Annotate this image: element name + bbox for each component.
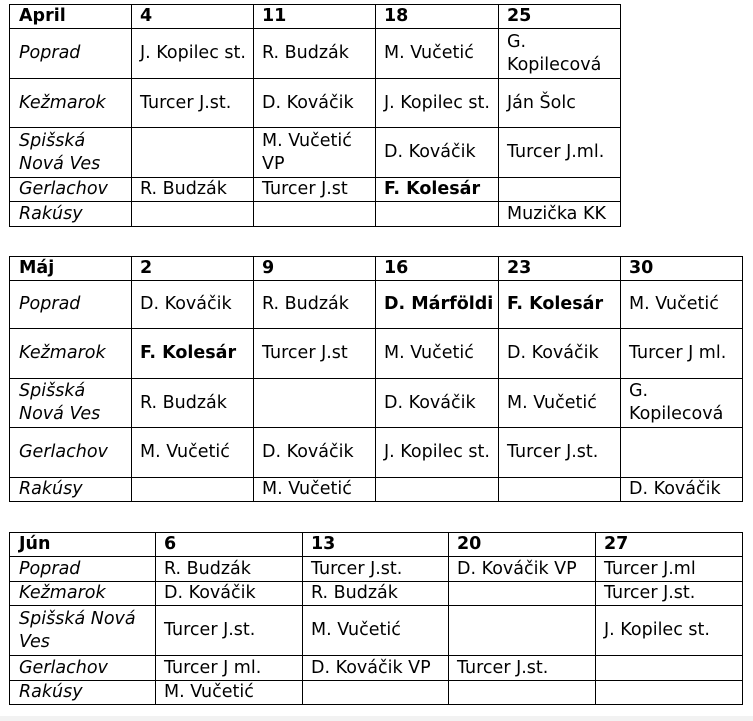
table-row (10, 557, 743, 582)
page-bottom-edge (0, 716, 753, 721)
table-cell: D. Kováčik (254, 79, 376, 128)
month-label: April (10, 5, 132, 29)
table-cell: D. Kováčik (499, 329, 621, 379)
table-cell: Turcer J.ml. (499, 128, 621, 178)
town-label: Spišská Nová Ves (10, 379, 132, 428)
town-label: Rakúsy (10, 202, 132, 227)
table-cell (376, 478, 499, 502)
town-label: Spišská Nová Ves (10, 606, 156, 656)
table-row (10, 128, 621, 178)
table-cell (132, 202, 254, 227)
table-cell: M. Vučetić VP (254, 128, 376, 178)
table-cell: M. Vučetić (132, 428, 254, 478)
town-label: Rakúsy (10, 681, 156, 705)
table-cell: Turcer J.ml (596, 557, 743, 582)
table-cell: J. Kopilec st. (596, 606, 743, 656)
table-cell (596, 681, 743, 705)
town-label: Gerlachov (10, 656, 156, 681)
table-cell (596, 656, 743, 681)
table-cell: Turcer J.st (254, 329, 376, 379)
table-cell (449, 582, 596, 606)
table-row (10, 606, 743, 656)
table-cell: R. Budzák (132, 178, 254, 202)
date-header: 30 (621, 257, 743, 281)
date-header: 18 (376, 5, 499, 29)
table-row (10, 428, 743, 478)
table-cell: M. Vučetić (156, 681, 303, 705)
table-row (10, 379, 743, 428)
table-cell: D. Kováčik (621, 478, 743, 502)
table-cell: R. Budzák (156, 557, 303, 582)
table-cell: M. Vučetić (499, 379, 621, 428)
table-row (10, 178, 621, 202)
table-cell: G. Kopilecová (621, 379, 743, 428)
table-cell: M. Vučetić (376, 329, 499, 379)
table-cell: D. Kováčik (254, 428, 376, 478)
table-cell: Turcer J.st (254, 178, 376, 202)
table-cell (303, 681, 449, 705)
town-label: Poprad (10, 281, 132, 329)
table-cell (449, 606, 596, 656)
table-row (10, 281, 743, 329)
date-header: 13 (303, 533, 449, 557)
date-header: 16 (376, 257, 499, 281)
date-header: 6 (156, 533, 303, 557)
date-header: 25 (499, 5, 621, 29)
town-label: Rakúsy (10, 478, 132, 502)
town-label: Kežmarok (10, 582, 156, 606)
table-cell: M. Vučetić (376, 29, 499, 79)
table-cell: D. Kováčik (376, 379, 499, 428)
table-row (10, 478, 743, 502)
table-cell (132, 478, 254, 502)
town-label: Gerlachov (10, 428, 132, 478)
table-cell: M. Vučetić (254, 478, 376, 502)
table-row (10, 29, 621, 79)
table-cell: M. Vučetić (303, 606, 449, 656)
table-cell: D. Márföldi (376, 281, 499, 329)
date-header: 27 (596, 533, 743, 557)
table-cell: Turcer J.st. (132, 79, 254, 128)
table-cell: M. Vučetić (621, 281, 743, 329)
table-cell: Ján Šolc (499, 79, 621, 128)
table-cell (499, 178, 621, 202)
table-cell (254, 379, 376, 428)
date-header: 9 (254, 257, 376, 281)
table-row (10, 79, 621, 128)
month-label: Máj (10, 257, 132, 281)
town-label: Gerlachov (10, 178, 132, 202)
table-row (10, 582, 743, 606)
town-label: Spišská Nová Ves (10, 128, 132, 178)
date-header: 20 (449, 533, 596, 557)
date-header: 4 (132, 5, 254, 29)
table-cell (449, 681, 596, 705)
town-label: Poprad (10, 29, 132, 79)
table-cell: Turcer J ml. (156, 656, 303, 681)
table-cell: D. Kováčik (156, 582, 303, 606)
may-schedule-table (9, 256, 743, 502)
table-cell: D. Kováčik VP (303, 656, 449, 681)
table-cell: Muzička KK (499, 202, 621, 227)
table-cell: Turcer J.st. (499, 428, 621, 478)
table-cell: F. Kolesár (376, 178, 499, 202)
table-cell: J. Kopilec st. (376, 428, 499, 478)
table-cell: D. Kováčik (376, 128, 499, 178)
table-cell: D. Kováčik VP (449, 557, 596, 582)
town-label: Kežmarok (10, 329, 132, 379)
april-schedule-table (9, 4, 621, 227)
table-cell (499, 478, 621, 502)
table-cell: J. Kopilec st. (132, 29, 254, 79)
table-cell: R. Budzák (254, 281, 376, 329)
table-cell: J. Kopilec st. (376, 79, 499, 128)
table-cell (621, 428, 743, 478)
table-cell: Turcer J ml. (621, 329, 743, 379)
table-cell (376, 202, 499, 227)
month-label: Jún (10, 533, 156, 557)
table-row (10, 681, 743, 705)
table-cell: Turcer J.st. (303, 557, 449, 582)
table-row (10, 656, 743, 681)
table-cell: Turcer J.st. (449, 656, 596, 681)
june-schedule-table (9, 532, 743, 705)
table-cell: F. Kolesár (499, 281, 621, 329)
table-cell: R. Budzák (254, 29, 376, 79)
table-cell: Turcer J.st. (156, 606, 303, 656)
table-row (10, 329, 743, 379)
town-label: Poprad (10, 557, 156, 582)
table-cell: R. Budzák (132, 379, 254, 428)
table-cell: R. Budzák (303, 582, 449, 606)
date-header: 2 (132, 257, 254, 281)
table-cell (132, 128, 254, 178)
table-cell: Turcer J.st. (596, 582, 743, 606)
table-cell: F. Kolesár (132, 329, 254, 379)
table-header-row (10, 257, 743, 281)
date-header: 23 (499, 257, 621, 281)
table-header-row (10, 533, 743, 557)
table-cell: D. Kováčik (132, 281, 254, 329)
table-cell (254, 202, 376, 227)
table-row (10, 202, 621, 227)
table-cell: G. Kopilecová (499, 29, 621, 79)
town-label: Kežmarok (10, 79, 132, 128)
date-header: 11 (254, 5, 376, 29)
table-header-row (10, 5, 621, 29)
